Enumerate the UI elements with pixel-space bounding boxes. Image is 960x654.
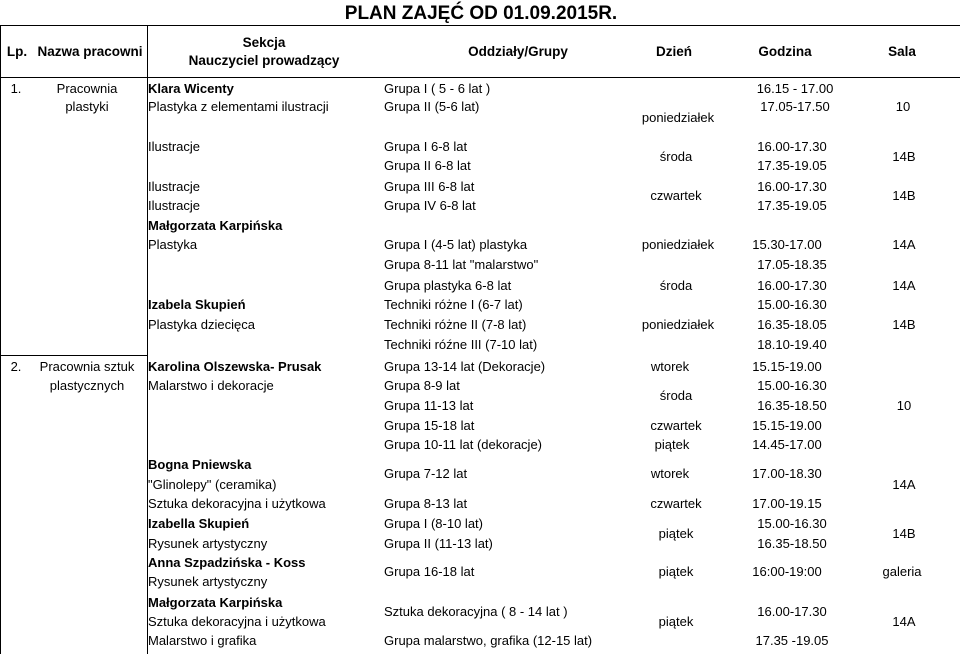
group-name: Grupa 8-11 lat "malarstwo" bbox=[384, 257, 539, 272]
room-name: plastyki bbox=[65, 99, 109, 114]
column-divider-lp bbox=[0, 25, 1, 654]
section-name: Malarstwo i dekoracje bbox=[148, 378, 274, 393]
room-number: 14A bbox=[892, 237, 916, 252]
room-name: Pracownia sztuk bbox=[39, 359, 135, 374]
group-name: Techniki różne I (6-7 lat) bbox=[384, 297, 523, 312]
hour-label: 17.35 -19.05 bbox=[755, 633, 829, 648]
hour-label: 15.30-17.00 bbox=[752, 237, 822, 252]
header-sekcja: Sekcja bbox=[242, 35, 286, 50]
header-bottom-border bbox=[0, 77, 960, 78]
group-name: Grupa 10-11 lat (dekoracje) bbox=[384, 437, 543, 452]
teacher-name: Karolina Olszewska- Prusak bbox=[148, 359, 322, 374]
group-name: Grupa III 6-8 lat bbox=[384, 179, 475, 194]
hour-label: 17.00-19.15 bbox=[752, 496, 822, 511]
hour-label: 16.35-18.50 bbox=[757, 398, 827, 413]
teacher-name: Klara Wicenty bbox=[148, 81, 234, 96]
day-label: piątek bbox=[658, 526, 694, 541]
group-name: Grupa 15-18 lat bbox=[384, 418, 475, 433]
section-name: Plastyka z elementami ilustracji bbox=[148, 99, 329, 114]
day-label: środa bbox=[659, 149, 693, 164]
hour-label: 18.10-19.40 bbox=[757, 337, 827, 352]
group-name: Sztuka dekoracyjna ( 8 - 14 lat ) bbox=[384, 604, 568, 619]
day-label: czwartek bbox=[650, 188, 702, 203]
section-name: Plastyka bbox=[148, 237, 198, 252]
section-name: Rysunek artystyczny bbox=[148, 536, 268, 551]
page-title: PLAN ZAJĘĆ OD 01.09.2015R. bbox=[344, 3, 618, 24]
hour-label: 15.15-19.00 bbox=[752, 359, 822, 374]
group-name: Grupa IV 6-8 lat bbox=[384, 198, 476, 213]
day-label: poniedziałek bbox=[641, 317, 715, 332]
room-number: 14B bbox=[892, 149, 916, 164]
day-label: poniedziałek bbox=[641, 237, 715, 252]
section-name: "Glinolepy" (ceramika) bbox=[148, 477, 277, 492]
header-dzien: Dzień bbox=[655, 44, 693, 59]
room-name: Pracownia bbox=[56, 81, 118, 96]
day-label: środa bbox=[659, 388, 693, 403]
header-grupy: Oddziały/Grupy bbox=[468, 44, 568, 59]
teacher-name: Izabela Skupień bbox=[148, 297, 246, 312]
day-label: poniedziałek bbox=[641, 110, 715, 125]
hour-label: 16.00-17.30 bbox=[757, 278, 827, 293]
teacher-name: Izabella Skupień bbox=[148, 516, 250, 531]
hour-label: 17.00-18.30 bbox=[752, 466, 822, 481]
room-number: 14A bbox=[892, 614, 916, 629]
hour-label: 16.00-17.30 bbox=[757, 179, 827, 194]
group-name: Grupa 11-13 lat bbox=[384, 398, 474, 413]
row-number: 1. bbox=[10, 81, 22, 96]
group-name: Grupa I (8-10 lat) bbox=[384, 516, 483, 531]
section-name: Ilustracje bbox=[148, 139, 201, 154]
teacher-name: Małgorzata Karpińska bbox=[148, 595, 283, 610]
section-name: Sztuka dekoracyjna i użytkowa bbox=[148, 614, 326, 629]
hour-label: 15.15-19.00 bbox=[752, 418, 822, 433]
day-label: wtorek bbox=[650, 466, 690, 481]
group-name: Grupa malarstwo, grafika (12-15 lat) bbox=[384, 633, 593, 648]
table-top-border bbox=[0, 25, 960, 26]
teacher-name: Bogna Pniewska bbox=[148, 457, 252, 472]
hour-label: 17.35-19.05 bbox=[757, 198, 827, 213]
group-name: Grupa I (4-5 lat) plastyka bbox=[384, 237, 528, 252]
hour-label: 16:00-19:00 bbox=[752, 564, 822, 579]
room-number: 14B bbox=[892, 317, 916, 332]
section-name: Sztuka dekoracyjna i użytkowa bbox=[148, 496, 326, 511]
group-name: Techniki róźne III (7-10 lat) bbox=[384, 337, 538, 352]
group-name: Grupa 16-18 lat bbox=[384, 564, 475, 579]
header-sala: Sala bbox=[888, 44, 916, 59]
day-label: piątek bbox=[654, 437, 690, 452]
group-name: Techniki różne II (7-8 lat) bbox=[384, 317, 527, 332]
section-name: Ilustracje bbox=[148, 198, 201, 213]
hour-label: 15.00-16.30 bbox=[757, 378, 827, 393]
group-name: Grupa I 6-8 lat bbox=[384, 139, 468, 154]
hour-label: 16.15 - 17.00 bbox=[756, 81, 834, 96]
hour-label: 17.35-19.05 bbox=[757, 158, 827, 173]
group-name: Grupa I ( 5 - 6 lat ) bbox=[384, 81, 491, 96]
hour-label: 15.00-16.30 bbox=[757, 516, 827, 531]
room-name: plastycznych bbox=[49, 378, 125, 393]
room-number: 10 bbox=[896, 398, 912, 413]
day-label: piątek bbox=[658, 614, 694, 629]
hour-label: 16.35-18.05 bbox=[757, 317, 827, 332]
room-number: 10 bbox=[895, 99, 911, 114]
group-name: Grupa II (5-6 lat) bbox=[384, 99, 480, 114]
hour-label: 16.00-17.30 bbox=[757, 604, 827, 619]
group-name: Grupa 8-13 lat bbox=[384, 496, 468, 511]
section-name: Plastyka dziecięca bbox=[148, 317, 255, 332]
section-divider bbox=[0, 355, 147, 356]
hour-label: 17.05-18.35 bbox=[757, 257, 827, 272]
hour-label: 14.45-17.00 bbox=[752, 437, 822, 452]
section-name: Rysunek artystyczny bbox=[148, 574, 268, 589]
room-number: 14A bbox=[892, 477, 916, 492]
teacher-name: Anna Szpadzińska - Koss bbox=[148, 555, 306, 570]
group-name: Grupa 8-9 lat bbox=[384, 378, 460, 393]
room-number: 14B bbox=[892, 526, 916, 541]
section-name: Malarstwo i grafika bbox=[148, 633, 257, 648]
day-label: wtorek bbox=[650, 359, 690, 374]
group-name: Grupa II 6-8 lat bbox=[384, 158, 471, 173]
hour-label: 17.05-17.50 bbox=[760, 99, 830, 114]
header-godzina: Godzina bbox=[758, 44, 812, 59]
room-number: galeria bbox=[882, 564, 922, 579]
row-number: 2. bbox=[10, 359, 22, 374]
group-name: Grupa plastyka 6-8 lat bbox=[384, 278, 512, 293]
hour-label: 15.00-16.30 bbox=[757, 297, 827, 312]
header-lp: Lp. bbox=[6, 44, 28, 59]
header-pracownia: Nazwa pracowni bbox=[37, 44, 143, 59]
room-number: 14A bbox=[892, 278, 916, 293]
day-label: środa bbox=[659, 278, 693, 293]
group-name: Grupa II (11-13 lat) bbox=[384, 536, 493, 551]
group-name: Grupa 7-12 lat bbox=[384, 466, 468, 481]
hour-label: 16.35-18.50 bbox=[757, 536, 827, 551]
day-label: piątek bbox=[658, 564, 694, 579]
day-label: czwartek bbox=[650, 496, 702, 511]
group-name: Grupa 13-14 lat (Dekoracje) bbox=[384, 359, 546, 374]
room-number: 14B bbox=[892, 188, 916, 203]
hour-label: 16.00-17.30 bbox=[757, 139, 827, 154]
section-name: Ilustracje bbox=[148, 179, 201, 194]
header-nauczyciel: Nauczyciel prowadzący bbox=[188, 53, 340, 68]
day-label: czwartek bbox=[650, 418, 702, 433]
teacher-name: Małgorzata Karpińska bbox=[148, 218, 283, 233]
